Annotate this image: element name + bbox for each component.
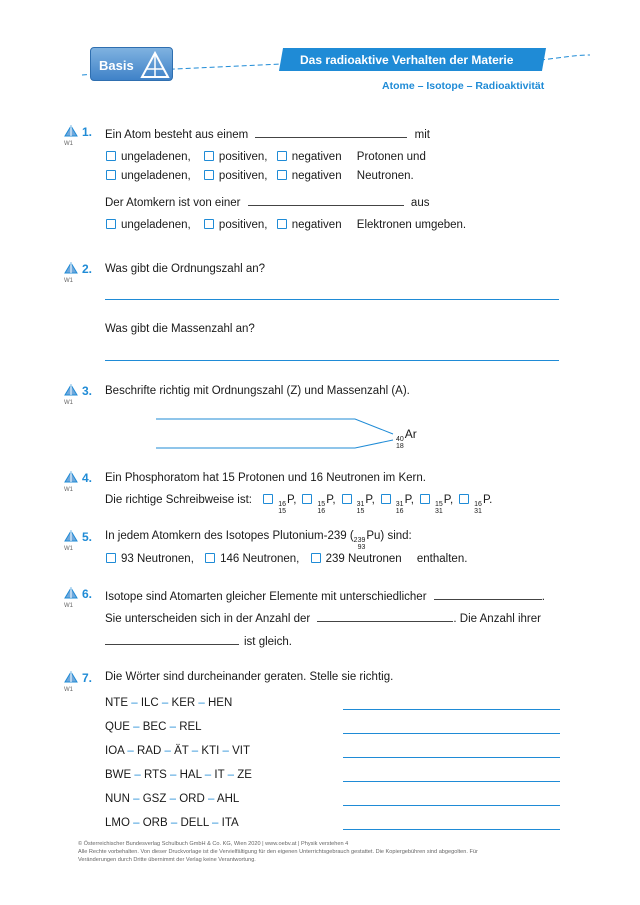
separator: –	[191, 745, 199, 757]
word-part: HEN	[208, 697, 233, 709]
mass-number: 16	[474, 501, 482, 508]
mass-number: 31	[356, 501, 365, 508]
separator: –	[169, 721, 176, 733]
level-pyramid-icon	[140, 51, 170, 79]
word-part: DELL	[180, 817, 209, 829]
checkbox[interactable]	[277, 151, 287, 161]
footer	[78, 840, 578, 864]
pu-atomic-number: 93	[357, 544, 366, 551]
q2-answer-line-b[interactable]	[105, 360, 559, 361]
checkbox[interactable]	[204, 170, 214, 180]
atomic-number: 18	[396, 443, 404, 450]
q4-level-icon	[64, 471, 80, 493]
q4-label: Die richtige Schreibweise ist:	[105, 494, 253, 506]
pyramid-icon	[64, 671, 78, 683]
q7-number: 7.	[82, 671, 93, 685]
level-tag: W1	[64, 546, 73, 552]
mass-number: 31	[395, 501, 404, 508]
option-label: 93 Neutronen,	[121, 553, 194, 565]
word-part: VIT	[232, 745, 250, 757]
q3-number: 3.	[82, 384, 93, 398]
mass-number: 16	[278, 501, 287, 508]
level-tag: W1	[64, 687, 73, 693]
scrambled-word	[105, 769, 252, 781]
checkbox[interactable]	[204, 219, 214, 229]
footer-disclaimer: Veränderungen durch Dritte übernimmt der Verlag keine Verantwortung.	[78, 857, 256, 863]
checkbox[interactable]	[277, 219, 287, 229]
q1-protons-row	[106, 151, 426, 163]
basis-badge	[90, 47, 173, 81]
q4-options	[105, 494, 498, 515]
q5-level-icon	[64, 530, 80, 552]
checkbox[interactable]	[106, 553, 116, 563]
option-label: ungeladenen,	[121, 219, 191, 231]
q7-question: Die Wörter sind durcheinander geraten. Stelle sie richtig.	[105, 671, 394, 683]
word-part: IT	[214, 769, 225, 781]
element-symbol: P,	[287, 494, 297, 506]
q6-line2	[105, 610, 541, 625]
q6-level-icon	[64, 587, 80, 609]
q6-line1	[105, 588, 545, 603]
protonen-label: Protonen und	[356, 151, 426, 163]
option-label: negativen	[291, 170, 342, 182]
page-subtitle: Atome – Isotope – Radioaktivität	[382, 80, 545, 92]
atomic-number: 16	[317, 508, 326, 515]
option-label: negativen	[291, 219, 342, 231]
separator: –	[222, 745, 229, 757]
level-tag: W1	[64, 278, 73, 284]
neutronen-label: Neutronen.	[356, 170, 414, 182]
q1-electrons-row	[106, 219, 466, 231]
q3-level-icon	[64, 384, 80, 406]
q1-text-mit: mit	[414, 129, 430, 141]
option-label: ungeladenen,	[121, 151, 191, 163]
pyramid-icon	[64, 125, 78, 137]
mass-number: 15	[317, 501, 326, 508]
q6-text-2: Sie unterscheiden sich in der Anzahl der	[105, 613, 311, 625]
separator: –	[127, 745, 134, 757]
element-symbol: P,	[326, 494, 336, 506]
word-part: KTI	[201, 745, 220, 757]
option-label: positiven,	[218, 151, 268, 163]
word-part: QUE	[105, 721, 130, 733]
checkbox[interactable]	[342, 494, 352, 504]
q2-number: 2.	[82, 262, 93, 276]
q6-blank-1[interactable]	[434, 588, 542, 600]
q6-blank-2[interactable]	[317, 610, 453, 622]
mass-number: 15	[434, 501, 443, 508]
q4-option[interactable]	[381, 494, 414, 515]
q6-text-1: Isotope sind Atomarten gleicher Elemente mit unterschiedlicher	[105, 591, 427, 603]
word-part: KER	[171, 697, 196, 709]
scrambled-word	[105, 697, 232, 709]
option-label: ungeladenen,	[121, 170, 191, 182]
checkbox[interactable]	[302, 494, 312, 504]
separator: –	[164, 745, 171, 757]
word-part: IOA	[105, 745, 125, 757]
q4-option[interactable]	[420, 494, 454, 515]
separator: –	[170, 769, 177, 781]
separator: –	[170, 817, 178, 829]
element-symbol: P,	[365, 494, 375, 506]
mass-number: 40	[396, 436, 404, 443]
separator: –	[161, 697, 169, 709]
footer-copyright: © Österreichischer Bundesverlag Schulbuch GmbH & Co. KG, Wien 2020 | www.oebv.at | Physik verstehen 4	[78, 841, 349, 847]
q1-line2	[105, 194, 429, 209]
q4-option[interactable]	[342, 494, 375, 515]
answer-line[interactable]	[343, 781, 560, 782]
q2-question-b: Was gibt die Massenzahl an?	[105, 323, 255, 335]
element-symbol: P,	[404, 494, 414, 506]
pyramid-icon	[64, 530, 78, 542]
answer-line[interactable]	[343, 757, 560, 758]
word-part: HAL	[179, 769, 202, 781]
word-part: LMO	[105, 817, 130, 829]
q2-level-icon	[64, 262, 80, 284]
option-label: positiven,	[218, 219, 268, 231]
checkbox[interactable]	[106, 151, 116, 161]
word-part: ITA	[221, 817, 239, 829]
q4-option[interactable]	[263, 494, 297, 515]
q6-text-4: ist gleich.	[244, 636, 292, 648]
level-tag: W1	[64, 487, 73, 493]
checkbox[interactable]	[277, 170, 287, 180]
q1-blank-2[interactable]	[248, 194, 404, 206]
option-label: 146 Neutronen,	[220, 553, 300, 565]
q1-text-aus: aus	[410, 197, 430, 209]
q2-question-a: Was gibt die Ordnungszahl an?	[105, 263, 266, 275]
basis-label: Basis	[99, 58, 134, 73]
separator: –	[134, 769, 141, 781]
separator: –	[169, 793, 176, 805]
word-part: NUN	[105, 793, 130, 805]
q1-level-icon	[64, 125, 80, 147]
word-part: ILC	[140, 697, 159, 709]
atomic-number: 15	[356, 508, 365, 515]
word-part: RAD	[137, 745, 162, 757]
q5-question	[105, 530, 412, 551]
pu-mass-number: 239	[353, 537, 366, 544]
checkbox[interactable]	[106, 170, 116, 180]
q6-line3	[105, 633, 292, 648]
word-part: ZE	[237, 769, 252, 781]
word-part: NTE	[105, 697, 128, 709]
checkbox[interactable]	[204, 151, 214, 161]
answer-line[interactable]	[343, 805, 560, 806]
q4-option[interactable]	[302, 494, 336, 515]
scrambled-word	[105, 721, 202, 733]
word-part: BEC	[142, 721, 167, 733]
atomic-number: 31	[434, 508, 443, 515]
separator: –	[204, 769, 212, 781]
checkbox[interactable]	[263, 494, 273, 504]
word-part: ORB	[142, 817, 168, 829]
option-label: positiven,	[218, 170, 268, 182]
q6-period: .	[541, 591, 545, 603]
checkbox[interactable]	[205, 553, 215, 563]
element-symbol: P.	[482, 494, 493, 506]
q1-text: Ein Atom besteht aus einem	[105, 129, 249, 141]
q5-number: 5.	[82, 530, 93, 544]
answer-line[interactable]	[343, 709, 560, 710]
q5-tail: enthalten.	[416, 553, 468, 565]
pyramid-icon	[64, 262, 78, 274]
scrambled-word	[105, 817, 239, 829]
q4-question: Ein Phosphoratom hat 15 Protonen und 16 Neutronen im Kern.	[105, 472, 426, 484]
separator: –	[198, 697, 205, 709]
atomic-number: 15	[278, 508, 287, 515]
q1-neutrons-row	[106, 170, 414, 182]
q6-number: 6.	[82, 587, 93, 601]
elektronen-label: Elektronen umgeben.	[356, 219, 467, 231]
scrambled-word	[105, 745, 250, 757]
q7-level-icon	[64, 671, 80, 693]
atomic-number: 16	[395, 508, 404, 515]
option-label: negativen	[291, 151, 342, 163]
word-part: BWE	[105, 769, 132, 781]
level-tag: W1	[64, 400, 73, 406]
element-symbol: Ar	[404, 427, 417, 441]
checkbox[interactable]	[459, 494, 469, 504]
q1-line1	[105, 126, 430, 141]
separator: –	[133, 793, 140, 805]
footer-rights: Alle Rechte vorbehalten. Von dieser Druckvorlage ist die Vervielfältigung für den eigenen Unterrichtsgebrauch gestattet. Die Kopiergebühren sind abgegolten. Für	[78, 849, 478, 855]
q1-blank-1[interactable]	[255, 126, 407, 138]
level-tag: W1	[64, 603, 73, 609]
argon-isotope	[396, 427, 417, 450]
element-symbol: P,	[443, 494, 454, 506]
q2-answer-line-a[interactable]	[105, 299, 559, 300]
separator: –	[133, 817, 140, 829]
checkbox[interactable]	[311, 553, 321, 563]
word-part: REL	[179, 721, 202, 733]
atomic-number: 31	[474, 508, 482, 515]
q1-text-2: Der Atomkern ist von einer	[105, 197, 241, 209]
pyramid-icon	[64, 384, 78, 396]
q1-number: 1.	[82, 125, 93, 139]
page-title: Das radioaktive Verhalten der Materie	[300, 53, 514, 67]
q6-blank-3[interactable]	[105, 633, 239, 645]
q6-text-3: . Die Anzahl ihrer	[453, 613, 541, 625]
word-part: AHL	[216, 793, 240, 805]
separator: –	[131, 697, 138, 709]
level-tag: W1	[64, 141, 73, 147]
separator: –	[227, 769, 235, 781]
answer-line[interactable]	[343, 829, 560, 830]
word-part: ORD	[179, 793, 205, 805]
scrambled-word	[105, 793, 239, 805]
separator: –	[212, 817, 219, 829]
word-part: RTS	[144, 769, 167, 781]
checkbox[interactable]	[420, 494, 430, 504]
separator: –	[133, 721, 140, 733]
pyramid-icon	[64, 587, 78, 599]
q5-text-end: Pu) sind:	[366, 530, 412, 542]
q5-text: In jedem Atomkern des Isotopes Plutonium-239 (	[105, 530, 354, 542]
word-part: ÄT	[174, 745, 189, 757]
q3-question: Beschrifte richtig mit Ordnungszahl (Z) und Massenzahl (A).	[105, 385, 410, 397]
word-part: GSZ	[142, 793, 167, 805]
q5-options	[106, 553, 467, 565]
answer-line[interactable]	[343, 733, 560, 734]
q4-number: 4.	[82, 471, 93, 485]
checkbox[interactable]	[381, 494, 391, 504]
option-label: 239 Neutronen	[325, 553, 402, 565]
pyramid-icon	[64, 471, 78, 483]
checkbox[interactable]	[106, 219, 116, 229]
q4-option[interactable]	[459, 494, 493, 515]
q3-label-lines[interactable]	[150, 412, 400, 457]
separator: –	[207, 793, 215, 805]
